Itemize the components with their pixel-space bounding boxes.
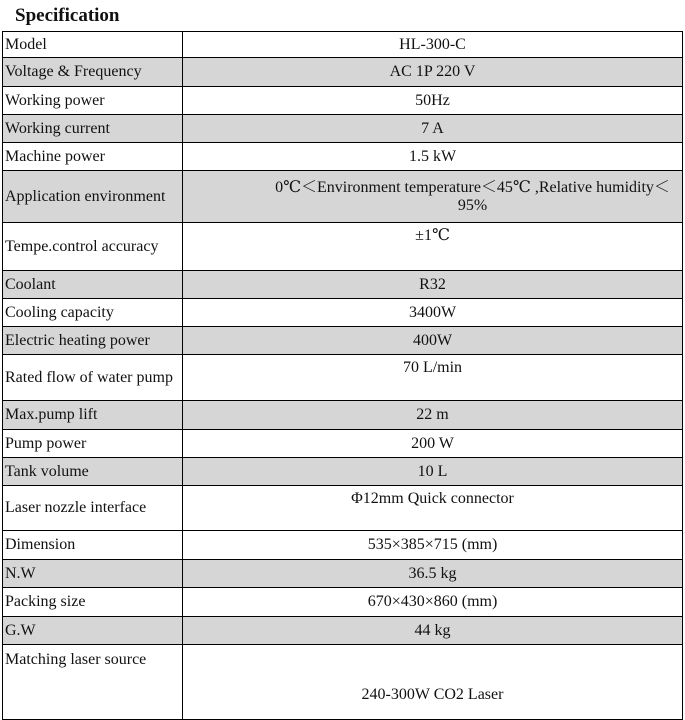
table-row: [3, 58, 683, 87]
row-value: 22 m: [183, 401, 683, 430]
spec-table: [2, 31, 683, 720]
table-row: [3, 458, 683, 486]
row-key: Electric heating power: [3, 327, 183, 355]
row-value: 10 L: [183, 458, 683, 486]
table-row: [3, 355, 683, 401]
row-value: 70 L/min: [183, 355, 683, 401]
row-key: Coolant: [3, 271, 183, 299]
table-row: [3, 271, 683, 299]
row-key: Application environment: [3, 171, 183, 223]
row-key: Pump power: [3, 430, 183, 458]
row-value: AC 1P 220 V: [183, 58, 683, 87]
row-key: Working current: [3, 115, 183, 143]
row-key: Tank volume: [3, 458, 183, 486]
row-value: 3400W: [183, 299, 683, 327]
table-row: [3, 617, 683, 645]
row-key: Dimension: [3, 531, 183, 560]
row-key: Max.pump lift: [3, 401, 183, 430]
row-key: Rated flow of water pump: [3, 355, 183, 401]
row-value: 0℃＜Environment temperature＜45℃ ,Relative humidity＜95%: [183, 171, 683, 223]
row-key: Voltage & Frequency: [3, 58, 183, 87]
row-key: Working power: [3, 87, 183, 115]
row-key: Laser nozzle interface: [3, 486, 183, 531]
table-row: [3, 645, 683, 720]
row-value: R32: [183, 271, 683, 299]
row-key: G.W: [3, 617, 183, 645]
row-value: 44 kg: [183, 617, 683, 645]
row-key: Packing size: [3, 588, 183, 617]
row-key: Cooling capacity: [3, 299, 183, 327]
table-row: [3, 87, 683, 115]
row-value: 535×385×715 (mm): [183, 531, 683, 560]
page-title: Specification: [15, 5, 120, 26]
table-row: [3, 299, 683, 327]
row-key: N.W: [3, 560, 183, 588]
table-row: [3, 531, 683, 560]
table-row: [3, 430, 683, 458]
row-value: ±1℃: [183, 223, 683, 271]
row-value: 670×430×860 (mm): [183, 588, 683, 617]
row-value: 50Hz: [183, 87, 683, 115]
table-row: [3, 327, 683, 355]
row-value: HL-300-C: [183, 32, 683, 58]
row-key: Model: [3, 32, 183, 58]
table-row: [3, 560, 683, 588]
row-value: 7 A: [183, 115, 683, 143]
table-row: [3, 223, 683, 271]
table-row: [3, 143, 683, 171]
table-row: [3, 401, 683, 430]
row-value: 1.5 kW: [183, 143, 683, 171]
row-key: Machine power: [3, 143, 183, 171]
row-value: 200 W: [183, 430, 683, 458]
row-value: 400W: [183, 327, 683, 355]
table-row: [3, 171, 683, 223]
row-value: Φ12mm Quick connector: [183, 486, 683, 531]
row-value: 240-300W CO2 Laser: [183, 645, 683, 720]
row-key: Matching laser source: [3, 645, 183, 720]
table-row: [3, 32, 683, 58]
row-value: 36.5 kg: [183, 560, 683, 588]
row-key: Tempe.control accuracy: [3, 223, 183, 271]
table-row: [3, 486, 683, 531]
table-row: [3, 115, 683, 143]
table-row: [3, 588, 683, 617]
